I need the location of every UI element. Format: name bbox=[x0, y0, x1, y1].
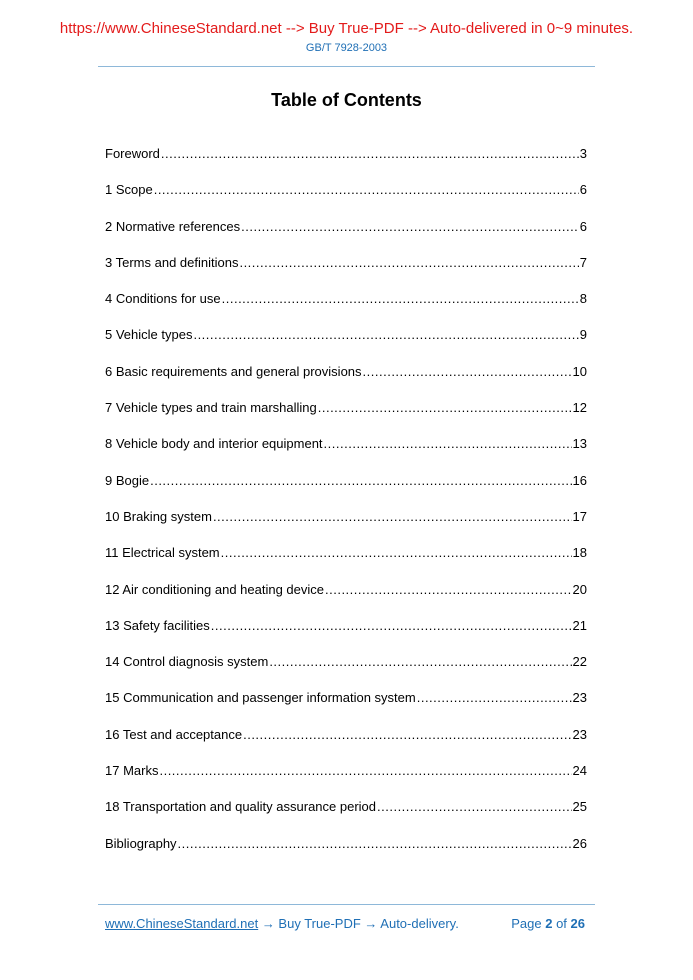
toc-entry-page: 23 bbox=[572, 726, 587, 742]
dot-leader bbox=[239, 255, 578, 271]
toc-entry-label: 1 Scope bbox=[105, 182, 153, 198]
toc-entry-page: 6 bbox=[579, 182, 587, 198]
toc-entry-page: 9 bbox=[579, 327, 587, 343]
dot-leader bbox=[318, 400, 572, 416]
toc-entry-page: 22 bbox=[572, 654, 587, 670]
dot-leader bbox=[417, 690, 572, 706]
toc-entry-communication[interactable] bbox=[105, 690, 587, 726]
dot-leader bbox=[150, 473, 571, 489]
toc-entry-bibliography[interactable] bbox=[105, 836, 587, 872]
toc-entry-label: 6 Basic requirements and general provisions bbox=[105, 363, 362, 379]
toc-entry-label: 18 Transportation and quality assurance period bbox=[105, 799, 377, 815]
dot-leader bbox=[377, 799, 572, 815]
toc-entry-electrical-system[interactable] bbox=[105, 545, 587, 581]
toc-entry-vehicle-types[interactable] bbox=[105, 327, 587, 363]
footer-promo bbox=[105, 915, 459, 933]
toc-entry-page: 13 bbox=[572, 436, 587, 452]
toc-entry-label: 15 Communication and passenger information system bbox=[105, 690, 416, 706]
toc-entry-page: 6 bbox=[579, 218, 587, 234]
footer-divider bbox=[98, 904, 595, 905]
total-pages: 26 bbox=[570, 916, 585, 931]
dot-leader bbox=[325, 582, 572, 598]
dot-leader bbox=[193, 327, 578, 343]
page-title: Table of Contents bbox=[271, 90, 422, 110]
toc-entry-page: 7 bbox=[579, 254, 587, 270]
toc-entry-test-and-acceptance[interactable] bbox=[105, 727, 587, 763]
page-indicator bbox=[511, 915, 585, 933]
dot-leader bbox=[324, 436, 572, 452]
toc-entry-label: 12 Air conditioning and heating device bbox=[105, 581, 324, 597]
standard-code: GB/T 7928-2003 bbox=[305, 42, 388, 54]
dot-leader bbox=[159, 763, 571, 779]
toc-entry-label: 5 Vehicle types bbox=[105, 327, 193, 343]
toc-entry-safety-facilities[interactable] bbox=[105, 618, 587, 654]
toc-entry-label: 17 Marks bbox=[105, 763, 159, 779]
dot-leader bbox=[154, 182, 579, 198]
footer-site-link[interactable]: www.ChineseStandard.net bbox=[105, 916, 259, 931]
toc-entry-label: 7 Vehicle types and train marshalling bbox=[105, 400, 317, 416]
toc-entry-page: 21 bbox=[572, 617, 587, 633]
toc-entry-page: 26 bbox=[572, 835, 587, 851]
toc-entry-label: 16 Test and acceptance bbox=[105, 726, 243, 742]
dot-leader bbox=[221, 545, 572, 561]
dot-leader bbox=[241, 219, 579, 235]
current-page: 2 bbox=[545, 916, 553, 931]
toc-entry-normative-references[interactable] bbox=[105, 219, 587, 255]
toc-entry-page: 17 bbox=[572, 508, 587, 524]
toc-entry-page: 3 bbox=[579, 146, 587, 161]
toc-entry-label: 13 Safety facilities bbox=[105, 617, 210, 633]
toc-entry-label: 8 Vehicle body and interior equipment bbox=[105, 436, 323, 452]
toc-entry-page: 24 bbox=[572, 763, 587, 779]
toc-entry-label: 2 Normative references bbox=[105, 218, 241, 234]
dot-leader bbox=[213, 509, 572, 525]
top-banner[interactable]: https://www.ChineseStandard.net --> Buy True-PDF --> Auto-delivered in 0~9 minutes. bbox=[59, 20, 634, 37]
toc-entry-train-marshalling[interactable] bbox=[105, 400, 587, 436]
toc-entry-page: 23 bbox=[572, 690, 587, 706]
dot-leader bbox=[222, 291, 579, 307]
toc-entry-conditions-for-use[interactable] bbox=[105, 291, 587, 327]
toc-entry-label: 4 Conditions for use bbox=[105, 291, 221, 307]
toc-entry-basic-requirements[interactable] bbox=[105, 364, 587, 400]
toc-entry-terms-and-definitions[interactable] bbox=[105, 255, 587, 291]
toc-entry-label: Foreword bbox=[105, 146, 160, 161]
toc-entry-page: 18 bbox=[572, 545, 587, 561]
toc-entry-braking-system[interactable] bbox=[105, 509, 587, 545]
of-word: of bbox=[556, 916, 567, 931]
table-of-contents bbox=[105, 146, 587, 872]
dot-leader bbox=[178, 836, 572, 852]
footer-promo-text: → Buy True-PDF → Auto-delivery. bbox=[258, 916, 459, 931]
toc-entry-label: 11 Electrical system bbox=[105, 545, 220, 561]
dot-leader bbox=[243, 727, 571, 743]
toc-entry-marks[interactable] bbox=[105, 763, 587, 799]
toc-entry-control-diagnosis[interactable] bbox=[105, 654, 587, 690]
toc-entry-page: 20 bbox=[572, 581, 587, 597]
toc-entry-label: 9 Bogie bbox=[105, 472, 150, 488]
toc-entry-label: 3 Terms and definitions bbox=[105, 254, 239, 270]
toc-entry-page: 10 bbox=[572, 363, 587, 379]
dot-leader bbox=[363, 364, 572, 380]
header-divider bbox=[98, 66, 595, 67]
toc-entry-vehicle-body[interactable] bbox=[105, 436, 587, 472]
toc-entry-page: 12 bbox=[572, 400, 587, 416]
toc-entry-page: 25 bbox=[572, 799, 587, 815]
dot-leader bbox=[161, 146, 579, 162]
toc-entry-bogie[interactable] bbox=[105, 473, 587, 509]
page-footer bbox=[105, 915, 587, 933]
page-word: Page bbox=[511, 916, 542, 931]
toc-entry-page: 16 bbox=[572, 472, 587, 488]
dot-leader bbox=[211, 618, 572, 634]
toc-entry-label: 10 Braking system bbox=[105, 508, 212, 524]
toc-entry-label: 14 Control diagnosis system bbox=[105, 654, 269, 670]
toc-entry-scope[interactable] bbox=[105, 182, 587, 218]
toc-entry-air-conditioning[interactable] bbox=[105, 582, 587, 618]
toc-entry-foreword[interactable] bbox=[105, 146, 587, 182]
toc-entry-transportation[interactable] bbox=[105, 799, 587, 835]
toc-entry-page: 8 bbox=[579, 291, 587, 307]
dot-leader bbox=[269, 654, 571, 670]
toc-entry-label: Bibliography bbox=[105, 835, 177, 851]
